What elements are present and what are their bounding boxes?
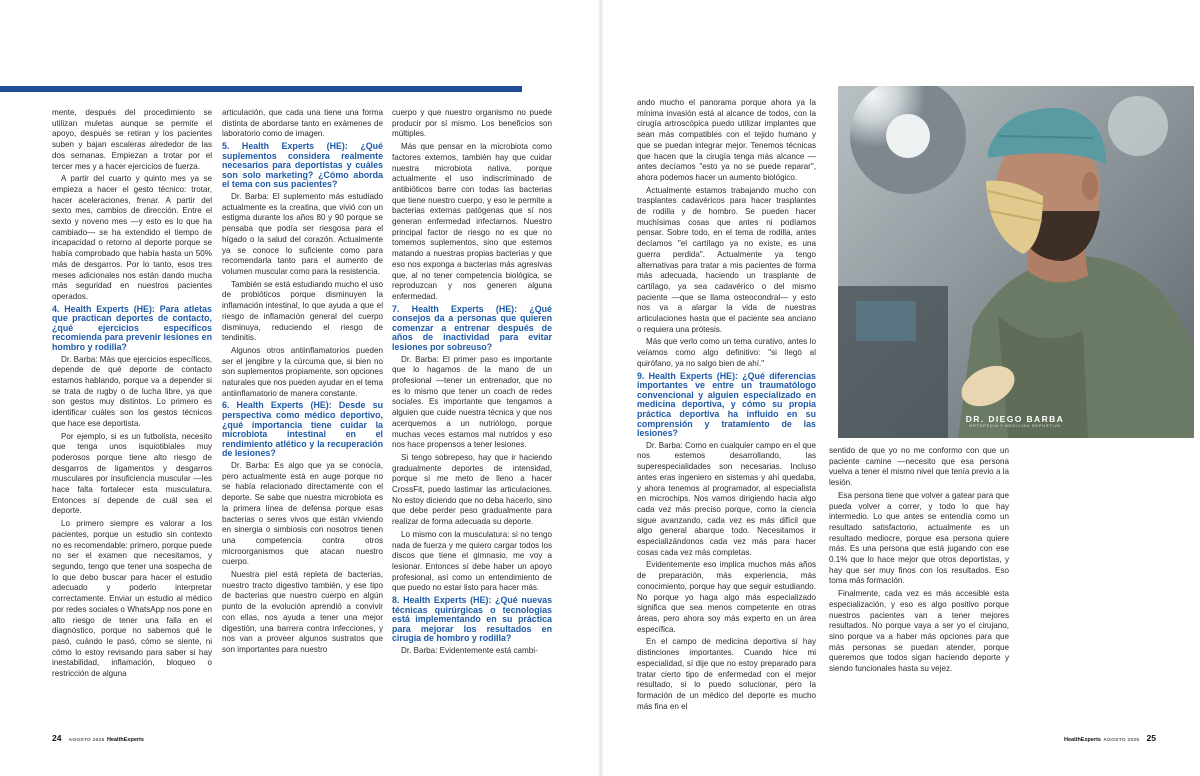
paragraph: sentido de que yo no me conformo con que un paciente camine —necesito que esa persona vuelva a tener el mismo nivel que tenía previo a la lesión.	[829, 446, 1009, 488]
logo-tagline: ORTOPEDIA Y MEDICINA DEPORTIVA	[969, 424, 1061, 428]
paragraph: Nuestra piel está repleta de bacterias, nuestro tracto digestivo también, y ese tipo de bacterias que nuestro cuerpo en algún punto de la evolución aprendió a convivir con ellas, nos ayuda a tener una mejor digestión, una barrera contra infecciones, y nos van a proveer algunos sustratos que son importantes para nuestro	[222, 570, 383, 654]
paragraph: articulación, que cada una tiene una forma distinta de abordarse tanto en exámenes de laboratorio como de imagen.	[222, 108, 383, 139]
paragraph: mente, después del procedimiento se utilizan muletas aunque se permite el apoyo, después se retiran y los pacientes suben y bajan escaleras alrededor de las dos semanas. Empiezan a trotar por el tercer mes y a hacer ejercicios de fuerza.	[52, 108, 212, 171]
paragraph: Dr. Barba: El primer paso es importante que lo hagamos de la mano de un profesional —tener un entrenador, que no es lo mismo que tener un coach de redes sociales. Es importante que tengamos a alguien que cuide nuestra técnica y que nos acerquemos a un nutriólogo, porque muchas veces estamos mal nutridos y eso nos hace propensos a tener lesiones.	[392, 354, 552, 450]
paragraph: En el campo de medicina deportiva sí hay distinciones importantes. Cuando hice mi especialidad, sí dije que no estoy preparado para tratar cierto tipo de enfermedad con el mejor resultado, si lo puedo solucionar, pero la formación de un médico del deporte es mucho más fina en el	[637, 637, 816, 711]
question-heading: 5. Health Experts (HE): ¿Qué suplementos considera realmente necesarios para deportistas y cuáles son solo marketing? ¿Cómo aborda el tema con sus pacientes?	[222, 141, 383, 190]
paragraph: Lo mismo con la musculatura: si no tengo nada de fuerza y me quiero cargar todos los discos que tiene el gimnasio, me voy a lesionar. Entonces sí debe haber un apoyo profesional, así como un entendimiento de que puedo no estar listo para hacer más.	[392, 529, 552, 593]
article-column-4	[637, 98, 816, 714]
paragraph: Más que pensar en la microbiota como factores externos, también hay que cuidar nuestra microbiota nativa, porque actualmente el uso indiscriminado de antibióticos barre con todas las bacterias que tiene nuestro cuerpo, y eso le permite a bacterias externas patógenas que sí nos generan enfermedad infectarnos. Nuestro principal factor de riesgo no es que no tomemos suplementos, sino que estemos matando a nuestras propias bacterias y que eso nos exponga a bacterias más agresivas que, al no tener competencia biológica, se reproduzcan y nos generen alguna enfermedad.	[392, 142, 552, 301]
page-number-left: 24	[52, 733, 62, 743]
paragraph: Dr. Barba: Evidentemente está cambi-	[401, 646, 538, 656]
paragraph: A partir del cuarto y quinto mes ya se empieza a hacer el gesto técnico: trotar, hacer aceleraciones, frenar. A partir del sexto mes, cambios de dirección. Entre el sexto y noveno mes —y esto es lo que ha cambiado— se ha extendido el tiempo de incapacidad o retorno al deporte porque se había comprobado que había hasta un 50% más de desgarros. Por lo tanto, esos tres meses adicionales nos están dando mucha más seguridad en nuestros pacientes operados.	[52, 174, 212, 301]
photo-illustration	[838, 86, 1194, 438]
magazine-name-left: HealthExperts	[106, 737, 144, 743]
paragraph: Finalmente, cada vez es más accesible esta especialización, y eso es algo positivo porque nuestros pacientes van a tener mejores resultados. No porque vaya a ser yo el cirujano, sino porque va a haber más opciones para que más personas se puedan atender, porque queremos que todos sigan haciendo deporte y siendo funcionales hasta su vejez.	[829, 589, 1009, 674]
doctor-logo	[955, 414, 1075, 436]
paragraph: También se está estudiando mucho el uso de probióticos porque disminuyen la inflamación intestinal, lo que ayuda a que el riesgo de inflamación general del cuerpo disminuya, reduciendo el riesgo de tendinitis.	[222, 279, 383, 343]
surgeon-photo	[838, 86, 1194, 438]
folio-right	[1064, 733, 1156, 743]
paragraph: Actualmente estamos trabajando mucho con trasplantes cadavéricos para hacer trasplantes de rodilla y de hombro. Se pueden hacer muchísimas cosas que antes ni podíamos pensar. Sobre todo, en el tema de rodilla, antes decíamos "el cartílago ya no existe, es una guerra perdida". Actualmente ya tengo alternativas para tratar a mis pacientes de forma más adecuada, haciendo un trasplante de cartílago, ya sea cadavérico o del mismo paciente —que se llama osteocondral— y esto nos va a alargar la vida de nuestras articulaciones hasta que el paciente sea anciano o requiera una prótesis.	[637, 185, 816, 334]
paragraph: Más que verlo como un tema curativo, antes lo veíamos como algo definitivo: "si llegó al quirófano, ya no salgo bien de ahí."	[637, 337, 816, 368]
article-column-5	[829, 446, 1009, 714]
article-column-6	[1014, 446, 1194, 714]
magazine-name-right: HealthExperts	[1064, 737, 1101, 743]
paragraph: Por ejemplo, si es un futbolista, necesito que tenga unos isquiotibiales muy poderosos porque tiene alto riesgo de desgarros de ligamentos y desgarros musculares por insuficiencia muscular —les hace falta fortalecer esta musculatura. Entonces sí depende de cuál sea el deporte.	[52, 431, 212, 516]
question-heading: 4. Health Experts (HE): Para atletas que practican deportes de contacto, ¿qué ejercicios específicos recomienda para prevenir lesiones en hombro y rodilla?	[52, 303, 212, 353]
paragraph: Si tengo sobrepeso, hay que ir haciendo gradualmente deportes de intensidad, porque si me meto de lleno a hacer CrossFit, puedo lastimar las articulaciones. No estoy diciendo que no deba hacerlo, sino que debe perder peso gradualmente para realizar de forma adecuada su deporte.	[392, 452, 552, 527]
article-column-1	[52, 108, 212, 714]
question-heading: 8. Health Experts (HE): ¿Qué nuevas técnicas quirúrgicas o tecnologías está implementando en su práctica para mejorar los resultados en cirugía de hombro y rodilla?	[392, 595, 552, 644]
article-column-2	[222, 108, 383, 714]
paragraph: Dr. Barba: Es algo que ya se conocía, pero actualmente está en auge porque no se había relacionado directamente con el deporte. Se sabe que nuestra microbiota es la primera línea de defensa porque esas bacterias o seres vivos que están viviendo en sinergia o simbiosis con nosotros tienen una competencia contra otros microorganismos que atacan nuestro cuerpo.	[222, 461, 383, 567]
paragraph: Dr. Barba: Como en cualquier campo en el que nos estemos desarrollando, las superespecialidades son necesarias. Incluso antes eras ingeniero en sistemas y ahí quedaba, y ahora tenemos al programador, al especialista en microchips. Nos vamos dirigiendo hacia algo cada vez más preciso porque, como la ciencia sigue avanzando, cada vez es más difícil que algo general abarque todo. Necesitamos ir especializándonos cada vez más para hacer cosas cada vez más completas.	[637, 440, 816, 557]
issue-date-left: AGOSTO 2025	[68, 738, 105, 743]
folio-left	[52, 733, 144, 743]
paragraph: Evidentemente eso implica muchos más años de preparación, más experiencia, más conocimiento, porque hay que seguir estudiando. No porque yo haga algo más especializado significa que sea menos competente en otras áreas, pero ahora soy más experto en un área específica.	[637, 560, 816, 634]
paragraph: ando mucho el panorama porque ahora ya la mínima invasión está al alcance de todos, con la cirugía artroscópica puedo utilizar implantes que sean más compatibles con el tejido humano y que se puedan integrar mejor. Tenemos técnicas que hacen que la cirugía tenga más alcance —antes decíamos "esto ya no se puede reparar", ahora podemos hacer un aumento biológico.	[637, 98, 816, 182]
page-gutter	[598, 0, 604, 776]
article-column-3	[392, 108, 552, 714]
page-number-right: 25	[1146, 733, 1156, 743]
logo-name: DR. DIEGO BARBA	[965, 414, 1065, 424]
paragraph: Algunos otros antiinflamatorios pueden ser el jengibre y la cúrcuma que, si bien no son suplementos propiamente, son opciones naturales que nos pueden ayudar en el tema antiinflamatorio de manera constante.	[222, 345, 383, 398]
question-heading: 9. Health Experts (HE): ¿Qué diferencias importantes ve entre un traumatólogo convencional y alguien especializado en medicina deportiva, y cómo su propia práctica deportiva ha influido en su comprensión y tratamiento de las lesiones?	[637, 370, 816, 439]
paragraph: Dr. Barba: Más que ejercicios específicos, depende de qué deporte de contacto estamos hablando, porque va a depender si se trata de rugby o de lucha libre, ya que son gestos muy distintos. Lo primero es identificar cuáles son los gestos técnicos que hace ese deportista.	[52, 354, 212, 428]
paragraph: Esa persona tiene que volver a gatear para que pueda volver a correr, y todo lo que hay intermedio. Lo que antes se entendía como un resultado satisfactorio, actualmente es un resultado mediocre, porque esa persona quiere más. Es una persona que está jugando con ese 0.1% que lo hace mejor que otros deportistas, y hay que ser muy finos con los resultados. Eso toma más formación.	[829, 490, 1009, 586]
paragraph: Lo primero siempre es valorar a los pacientes, porque un estudio sin contexto no es recomendable: primero, porque puede no ser el examen que necesitamos, y segundo, tengo que tener una sospecha de lo que debo buscar para hacer el estudio adecuado y poderlo interpretar correctamente. Enviar un estudio al médico por redes sociales o WhatsApp nos pone en alto riesgo de tener una falla en el diagnóstico, porque no sabemos qué le pasó, cuándo le pasó, cómo se siente, ni cómo lo estoy revisando para saber si hay inestabilidad, inflamación, bloqueo o restricción de alguna	[52, 519, 212, 679]
question-heading: 6. Health Experts (HE): Desde su perspectiva como médico deportivo, ¿qué importancia tiene cuidar la microbiota intestinal en el rendimiento atlético y la recuperación de lesiones?	[222, 400, 383, 459]
question-heading: 7. Health Experts (HE): ¿Qué consejos da a personas que quieren comenzar a entrenar después de años de inactividad para evitar lesiones por sobreuso?	[392, 303, 552, 353]
paragraph: cuerpo y que nuestro organismo no puede producir por sí mismo. Los beneficios son múltiples.	[392, 108, 552, 139]
paragraph: Dr. Barba: El suplemento más estudiado actualmente es la creatina, que vivió con un estigma durante los años 80 y 90 porque se pensaba que podía ser riesgosa para el hígado o la salud del corazón. Actualmente ya se conoce lo suficiente como para recomendarla tanto para el aumento de volumen muscular como para la resistencia.	[222, 192, 383, 276]
issue-date-right: AGOSTO 2025	[1103, 738, 1140, 743]
accent-bar	[0, 86, 522, 92]
